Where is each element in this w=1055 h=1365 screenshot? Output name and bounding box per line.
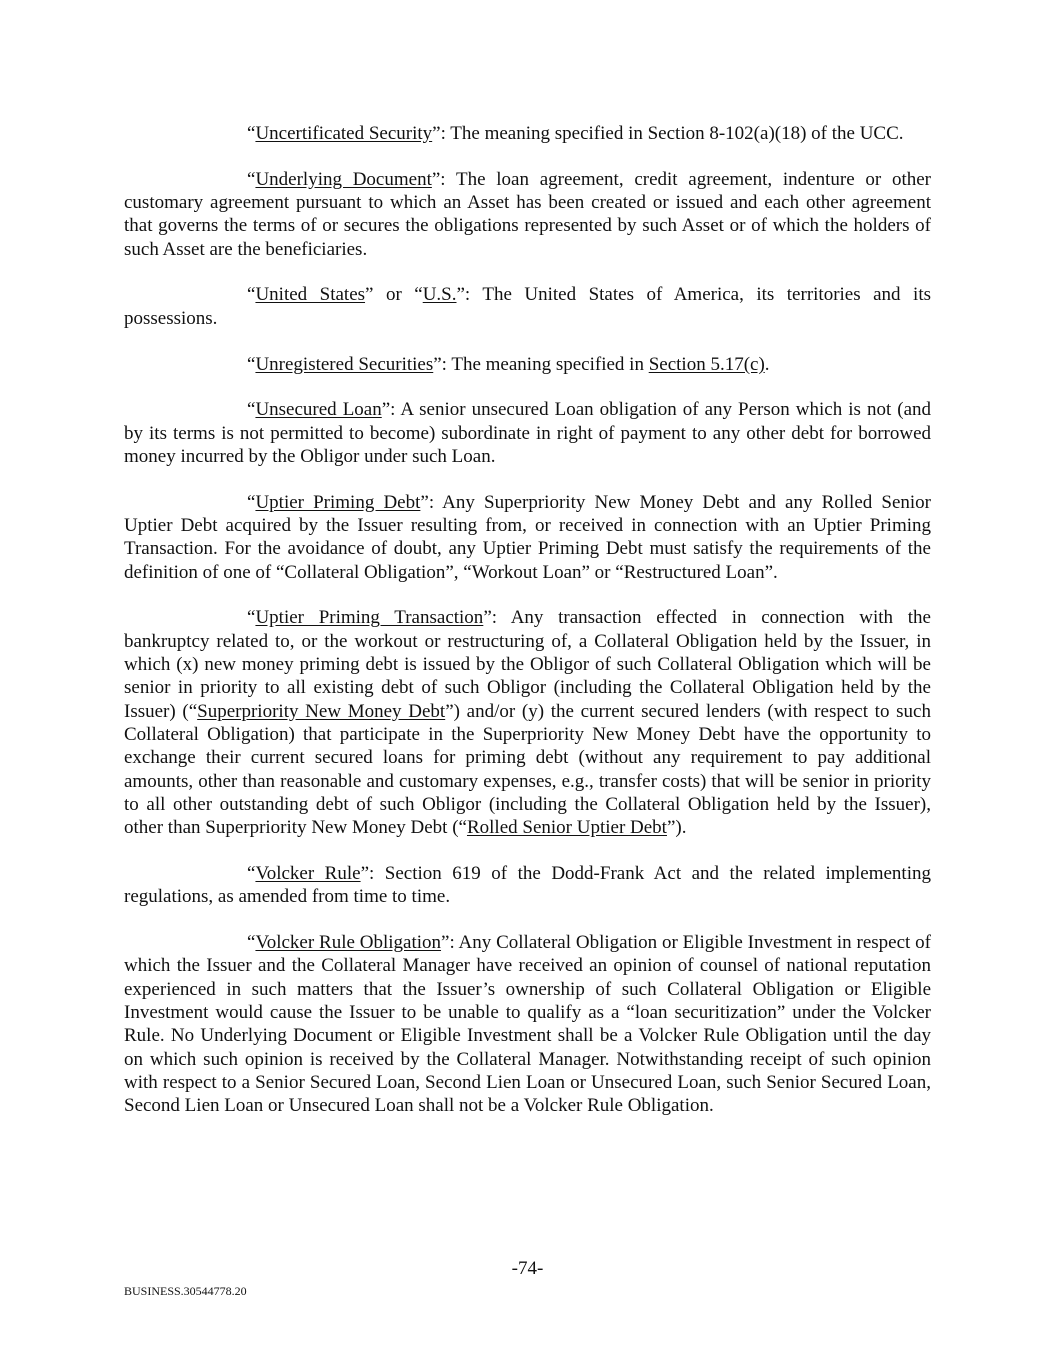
definition-volcker-rule-obligation: “Volcker Rule Obligation”: Any Collateral Obligation or Eligible Investment in respect of which the Issuer and the Collateral Manager have received an opinion of counsel of national reputation experienced in such matters that the Issuer’s ownership of such Collateral Obligation or Eligible Investment would cause the Issuer to be unable to qualify as a “loan securitization” under the Volcker Rule. No Underlying Document or Eligible Investment shall be a Volcker Rule Obligation until the day on which such opinion is received by the Collateral Manager. Notwithstanding receipt of such opinion with respect to a Senior Secured Loan, Second Lien Loan or Unsecured Loan, such Senior Secured Loan, Second Lien Loan or Unsecured Loan shall not be a Volcker Rule Obligation. xyxy=(124,932,931,1117)
defined-term: Volcker Rule Obligation xyxy=(255,932,442,954)
document-body xyxy=(124,122,931,1140)
defined-term: Uptier Priming Debt xyxy=(255,491,421,513)
section-reference: Section 5.17(c) xyxy=(648,353,765,375)
defined-term: Underlying Document xyxy=(255,168,432,190)
definition-uptier-priming-transaction: “Uptier Priming Transaction”: Any transaction effected in connection with the bankruptcy related to, or the workout or restructuring of, a Collateral Obligation held by the Issuer, in which (x) new money priming debt is issued by the Obligor of such Collateral Obligation which will be senior in priority to all existing debt of such Obligor (including the Collateral Obligation held by the Issuer) (“Superpriority New Money Debt”) and/or (y) the current secured lenders (with respect to such Collateral Obligation) that participate in the Superpriority New Money Debt have the opportunity to exchange their current secured loans for priming debt (without any requirement to pay additional amounts, other than reasonable and customary expenses, e.g., transfer costs) that will be senior in priority to all other outstanding debt of such Obligor (including the Collateral Obligation held by the Issuer), other than Superpriority New Money Debt (“Rolled Senior Uptier Debt”). xyxy=(124,607,931,839)
defined-term: Unregistered Securities xyxy=(255,353,434,375)
definition-underlying-document: “Underlying Document”: The loan agreement, credit agreement, indenture or other customary agreement pursuant to which an Asset has been created or issued and each other agreement that governs the terms of or secures the obligations represented by such Asset or of which the holders of such Asset are the beneficiaries. xyxy=(124,168,931,260)
definition-volcker-rule: “Volcker Rule”: Section 619 of the Dodd-Frank Act and the related implementing regulations, as amended from time to time. xyxy=(124,862,931,908)
defined-term: Unsecured Loan xyxy=(255,399,382,421)
defined-term: U.S. xyxy=(422,284,457,306)
definition-unsecured-loan: “Unsecured Loan”: A senior unsecured Loan obligation of any Person which is not (and by its terms is not permitted to become) subordinate in right of payment to any other debt for borrowed money incurred by the Obligor under such Loan. xyxy=(124,399,931,467)
definition-uptier-priming-debt: “Uptier Priming Debt”: Any Superpriority New Money Debt and any Rolled Senior Uptier Debt acquired by the Issuer resulting from, or received in connection with an Uptier Priming Transaction. For the avoidance of doubt, any Uptier Priming Debt must satisfy the requirements of the definition of one of “Collateral Obligation”, “Workout Loan” or “Restructured Loan”. xyxy=(124,491,931,583)
defined-term: Uncertificated Security xyxy=(255,123,433,144)
definition-uncertificated-security: “Uncertificated Security”: The meaning specified in Section 8-102(a)(18) of the UCC. xyxy=(247,123,904,144)
document-id: BUSINESS.30544778.20 xyxy=(124,1284,247,1298)
defined-term: United States xyxy=(255,284,366,306)
definition-unregistered-securities: “Unregistered Securities”: The meaning specified in Section 5.17(c). xyxy=(247,353,770,375)
defined-term: Rolled Senior Uptier Debt xyxy=(466,817,667,839)
defined-term: Uptier Priming Transaction xyxy=(255,607,484,629)
page-number: -74- xyxy=(511,1258,544,1279)
definition-united-states: “United States” or “U.S.”: The United States of America, its territories and its possessions. xyxy=(124,284,931,329)
defined-term: Volcker Rule xyxy=(255,862,361,884)
defined-term: Superpriority New Money Debt xyxy=(197,700,446,722)
